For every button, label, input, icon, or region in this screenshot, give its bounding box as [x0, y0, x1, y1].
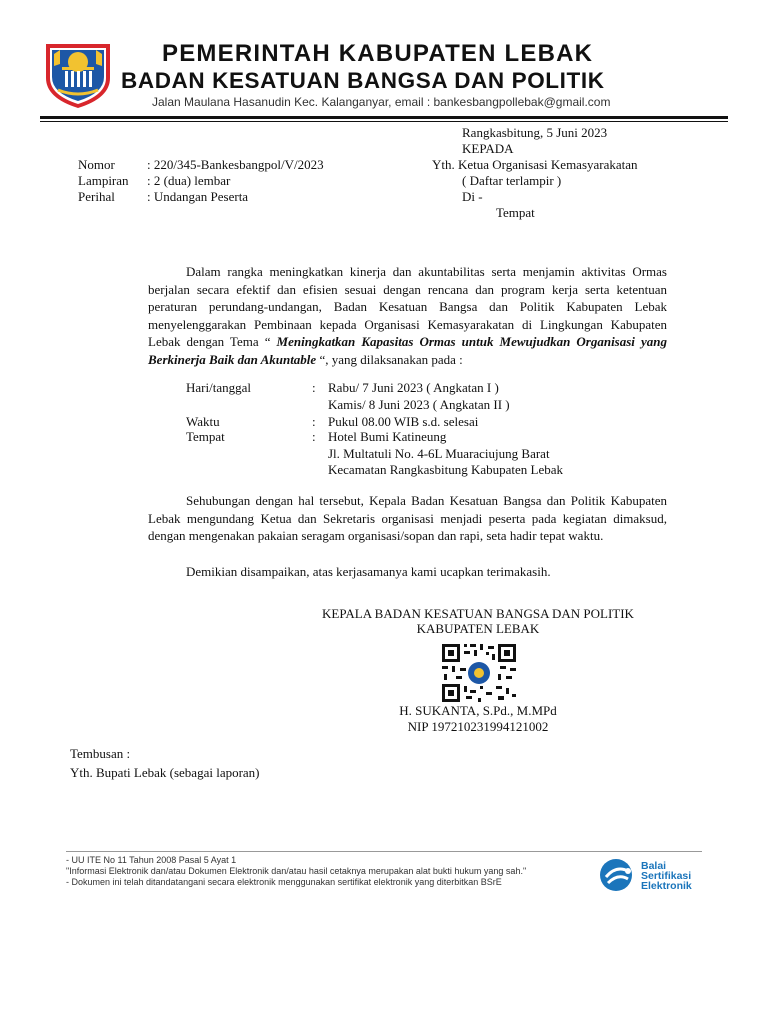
letterhead-divider-thin	[40, 121, 728, 122]
tembusan-label: Tembusan :	[70, 746, 131, 761]
schedule-place-value-2: Jl. Multatuli No. 4-6L Muaraciujung Barat	[328, 446, 550, 461]
meta-lampiran-label: Lampiran	[78, 173, 129, 188]
kabupaten-lebak-emblem	[40, 40, 116, 110]
footer-line-2: "Informasi Elektronik dan/atau Dokumen Elektronik dan/atau hasil cetaknya merupakan alat bukti hukum yang sah."	[66, 866, 527, 876]
schedule-colon: :	[312, 414, 316, 429]
letterhead-agency: BADAN KESATUAN BANGSA DAN POLITIK	[121, 68, 605, 93]
bsre-logo-icon	[598, 857, 638, 893]
signatory-name: H. SUKANTA, S.Pd., M.MPd	[399, 703, 557, 718]
schedule-day-value-1: Rabu/ 7 Juni 2023 ( Angkatan I )	[328, 380, 499, 395]
recipient-line2: ( Daftar terlampir )	[462, 173, 562, 188]
schedule-place-value-3: Kecamatan Rangkasbitung Kabupaten Lebak	[328, 462, 563, 477]
schedule-place-value-1: Hotel Bumi Katineung	[328, 429, 447, 444]
body-paragraph-1	[148, 263, 667, 368]
signature-title-2: KABUPATEN LEBAK	[416, 621, 540, 636]
kepada-label: KEPADA	[462, 141, 514, 156]
letterhead-divider	[40, 116, 728, 119]
bsre-line-2: Sertifikasi	[641, 870, 692, 882]
recipient-line4: Tempat	[496, 205, 535, 220]
footer-divider	[66, 851, 702, 852]
footer-line-1: - UU ITE No 11 Tahun 2008 Pasal 5 Ayat 1	[66, 855, 237, 865]
letterhead-title: PEMERINTAH KABUPATEN LEBAK	[162, 40, 594, 67]
schedule-colon: :	[312, 380, 316, 395]
meta-lampiran-value: : 2 (dua) lembar	[147, 173, 231, 188]
recipient-line1: Yth. Ketua Organisasi Kemasyarakatan	[432, 157, 638, 172]
schedule-day-label: Hari/tanggal	[186, 380, 251, 395]
para2-text: Sehubungan dengan hal tersebut, Kepala Badan Kesatuan Bangsa dan Politik Kabupaten Lebak mengundang Ketua dan Sekretaris organisasi menjadi peserta pada kegiatan dimaksud, dengan mengenakan pakaian seragam organisasi/sopan dan rapi, seta hadir tepat waktu.	[148, 493, 667, 543]
schedule-time-value: Pukul 08.00 WIB s.d. selesai	[328, 414, 479, 429]
footer-line-3: - Dokumen ini telah ditandatangani secara elektronik menggunakan sertifikat elektronik yang diterbitkan BSrE	[66, 877, 502, 887]
meta-perihal-value: : Undangan Peserta	[147, 189, 249, 204]
recipient-line3: Di -	[462, 189, 483, 204]
qr-code-icon	[440, 642, 518, 704]
schedule-day-value-2: Kamis/ 8 Juni 2023 ( Angkatan II )	[328, 397, 510, 412]
para1-theme: Meningkatkan Kapasitas Ormas untuk Mewujudkan Organisasi yang Berkinerja Baik dan Akuntable	[148, 334, 667, 367]
meta-perihal-label: Perihal	[78, 189, 115, 204]
tembusan-item: Yth. Bupati Lebak (sebagai laporan)	[70, 765, 260, 780]
schedule-colon: :	[312, 429, 316, 444]
para1-text: Dalam rangka meningkatkan kinerja dan akuntabilitas serta menjamin aktivitas Ormas berjalan secara efektif dan efisien sesuai dengan rencana dan program kerja serta ketentuan peraturan perundang-undangan, Badan Kesatuan Bangsa dan Politik Kabupaten Lebak menyelenggarakan Pembinaan kepada Organisasi Kemasyarakatan di Lingkungan Kabupaten Lebak dengan Tema “	[148, 264, 667, 349]
para1-end: “, yang dilaksanakan pada :	[319, 351, 463, 367]
signatory-nip: NIP 197210231994121002	[407, 719, 549, 734]
body-paragraph-3: Demikian disampaikan, atas kerjasamanya kami ucapkan terimakasih.	[186, 564, 551, 579]
meta-nomor-value: : 220/345-Bankesbangpol/V/2023	[147, 157, 324, 172]
schedule-time-label: Waktu	[186, 414, 220, 429]
body-paragraph-2	[148, 492, 667, 545]
signature-title-1: KEPALA BADAN KESATUAN BANGSA DAN POLITIK	[322, 606, 634, 621]
bsre-line-1: Balai	[641, 860, 667, 872]
letterhead-address: Jalan Maulana Hasanudin Kec. Kalanganyar, email : bankesbangpollebak@gmail.com	[152, 95, 611, 109]
meta-nomor-label: Nomor	[78, 157, 115, 172]
bsre-line-3: Elektronik	[641, 880, 692, 892]
schedule-place-label: Tempat	[186, 429, 225, 444]
place-date: Rangkasbitung, 5 Juni 2023	[462, 125, 608, 140]
